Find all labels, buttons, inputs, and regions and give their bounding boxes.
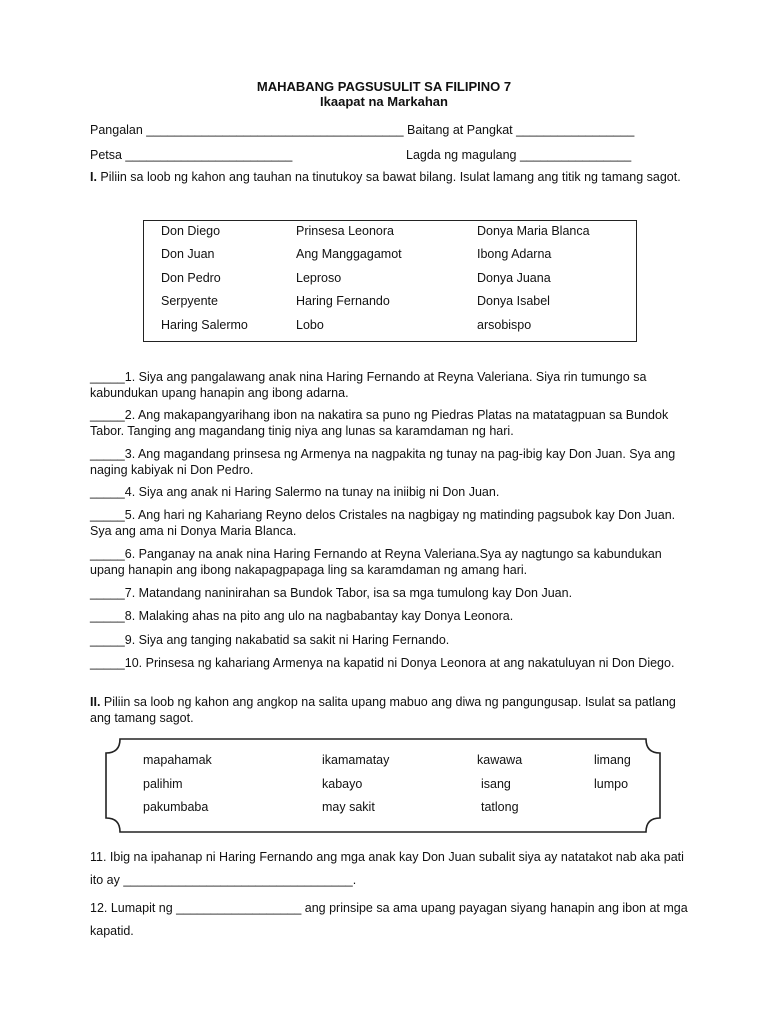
choice-cell: arsobispo (477, 318, 532, 332)
word-cell: may sakit (322, 800, 375, 814)
choice-cell: Donya Maria Blanca (477, 224, 590, 238)
word-cell: limang (594, 753, 631, 767)
part2-instruction (90, 694, 690, 726)
question-item: _____2. Ang makapangyarihang ibon na nakatira sa puno ng Piedras Platas na matatagpuan sa Bundok Tabor. Tanging ang magandang tinig niya ang lunas sa karamdaman ng hari. (90, 408, 669, 438)
word-cell: kawawa (477, 753, 523, 767)
question-item: _____10. Prinsesa ng kahariang Armenya na kapatid ni Donya Leonora at ang nakatuluyan ni Don Diego. (90, 656, 675, 670)
part2-numeral: II. (90, 695, 101, 709)
choice-cell: Prinsesa Leonora (296, 224, 394, 238)
choice-cell: Ang Manggagamot (296, 247, 402, 261)
part1-numeral: I. (90, 170, 97, 184)
choice-cell: Leproso (296, 271, 342, 285)
choice-cell: Serpyente (161, 294, 218, 308)
part1-instruction (90, 169, 690, 185)
question-item: 11. Ibig na ipahanap ni Haring Fernando ang mga anak kay Don Juan subalit siya ay natatakot nab aka pati ito ay _________________________________. (90, 850, 684, 887)
choice-cell: Don Juan (161, 247, 215, 261)
date-line: Petsa ________________________ (90, 148, 293, 162)
part1-instruction-text: Piliin sa loob ng kahon ang tauhan na tinutukoy sa bawat bilang. Isulat lamang ang titik ng tamang sagot. (96, 170, 681, 184)
part2-instruction-text: Piliin sa loob ng kahon ang angkop na salita upang mabuo ang diwa ng pangungusap. Isulat sa patlang ang tamang sagot. (90, 695, 676, 725)
word-cell: isang (481, 777, 511, 791)
question-item: _____1. Siya ang pangalawang anak nina Haring Fernando at Reyna Valeriana. Siya rin tumungo sa kabundukan upang hanapin ang ibong adarna. (90, 370, 647, 400)
question-item: _____7. Matandang naninirahan sa Bundok Tabor, isa sa mga tumulong kay Don Juan. (90, 586, 573, 600)
word-cell: mapahamak (143, 753, 212, 767)
word-bank-box (104, 737, 662, 834)
choice-cell: Don Pedro (161, 271, 221, 285)
word-cell: kabayo (322, 777, 363, 791)
question-item: 12. Lumapit ng __________________ ang prinsipe sa ama upang payagan siyang hanapin ang ibon at mga kapatid. (90, 901, 688, 938)
choice-cell: Haring Fernando (296, 294, 390, 308)
choice-cell: Donya Isabel (477, 294, 550, 308)
question-item: _____8. Malaking ahas na pito ang ulo na nagbabantay kay Donya Leonora. (90, 609, 514, 623)
page-subtitle: Ikaapat na Markahan (320, 94, 448, 109)
question-item: _____6. Panganay na anak nina Haring Fernando at Reyna Valeriana.Sya ay nagtungo sa kabundukan upang hanapin ang ibong nakapagpapaga ling sa karamdaman ng amang hari. (90, 547, 662, 577)
choice-cell: Donya Juana (477, 271, 551, 285)
signature-line: Lagda ng magulang ________________ (406, 148, 632, 162)
name-grade-line: Pangalan _____________________________________ Baitang at Pangkat _________________ (90, 123, 635, 137)
choice-cell: Lobo (296, 318, 324, 332)
word-cell: palihim (143, 777, 183, 791)
choice-cell: Ibong Adarna (477, 247, 552, 261)
choice-cell: Haring Salermo (161, 318, 248, 332)
word-cell: tatlong (481, 800, 519, 814)
word-cell: lumpo (594, 777, 629, 791)
question-item: _____9. Siya ang tanging nakabatid sa sakit ni Haring Fernando. (90, 633, 450, 647)
choice-cell: Don Diego (161, 224, 221, 238)
question-item: _____5. Ang hari ng Kahariang Reyno delos Cristales na nagbigay ng matinding pagsubok kay Don Juan. Sya ang ama ni Donya Maria Blanca. (90, 508, 676, 538)
word-cell: ikamamatay (322, 753, 390, 767)
page-title: MAHABANG PAGSUSULIT SA FILIPINO 7 (256, 79, 512, 94)
question-item: _____4. Siya ang anak ni Haring Salermo na tunay na iniibig ni Don Juan. (90, 485, 500, 499)
word-cell: pakumbaba (143, 800, 209, 814)
question-item: _____3. Ang magandang prinsesa ng Armenya na nagpakita ng tunay na pag-ibig kay Don Juan. Sya ang naging kabiyak ni Don Pedro. (90, 447, 676, 477)
